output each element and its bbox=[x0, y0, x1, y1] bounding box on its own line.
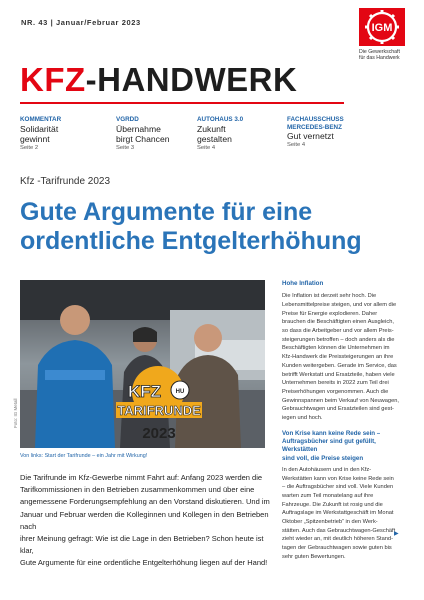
teaser-title: gewinnt bbox=[20, 133, 50, 144]
sign-hu-badge: HU bbox=[175, 389, 185, 395]
logo-letters: IGM bbox=[371, 22, 393, 34]
sidebar-line: Oktober „Spitzenbetrieb“ in den Werk- bbox=[282, 519, 378, 526]
sidebar-heading: Hohe Inflation bbox=[282, 280, 324, 287]
intro-line: Tarifkommissionen in den Betrieben zusammenkommen und über eine bbox=[20, 485, 255, 495]
teaser-title: Zukunft bbox=[197, 123, 226, 134]
teaser-row bbox=[20, 116, 400, 164]
teaser-title: Übernahme bbox=[116, 123, 161, 134]
sidebar-line: Preiserhöhungen vorgenommen. Auch die bbox=[282, 388, 389, 395]
masthead-handwerk: -HANDWERK bbox=[85, 61, 298, 98]
teaser-page: Seite 3 bbox=[116, 144, 135, 151]
teaser-title: birgt Chancen bbox=[116, 133, 170, 144]
sign-tarifrunde-text: TARIFRUNDE bbox=[117, 403, 201, 418]
sidebar-body bbox=[282, 466, 402, 562]
sidebar-line: Beschäftigten können die Unternehmen im bbox=[282, 345, 390, 352]
sidebar-line: Unternehmen bereits in 2022 zum Teil drei bbox=[282, 380, 389, 387]
sidebar-line: steigerungen betroffen – doch anders als die bbox=[282, 336, 395, 343]
sidebar-line: Gebrauchtwagen und Ersatzteilen sind gest- bbox=[282, 406, 394, 413]
intro-line: Die Tarifrunde im Kfz-Gewerbe nimmt Fahrt auf: Anfang 2023 werden die bbox=[20, 473, 263, 482]
sidebar-line: warten zum Teil monatelang auf ihre bbox=[282, 492, 374, 499]
teaser-page: Seite 2 bbox=[20, 144, 39, 151]
sidebar-line: iegen und hoch. bbox=[282, 415, 323, 422]
teaser-kicker: KOMMENTAR bbox=[20, 116, 62, 123]
teaser-kicker: AUTOHAUS 3.0 bbox=[197, 116, 244, 123]
sidebar-line: zieht wieder an, mit deutlich höheren Stand- bbox=[282, 536, 393, 543]
sidebar-heading: Von Krise kann keine Rede sein – bbox=[282, 430, 381, 437]
sidebar-line: Lebensmittelpreise steigen, und vor allem die bbox=[282, 301, 397, 308]
sign-kfz-text: KFZ bbox=[128, 382, 162, 401]
headline-line: Gute Argumente für eine bbox=[20, 198, 313, 226]
sidebar-heading: sind voll, die Preise steigen bbox=[282, 454, 364, 462]
teaser-vgrdd[interactable] bbox=[116, 116, 204, 151]
sidebar-body bbox=[282, 292, 402, 423]
photo-credit: Foto: IG Metall bbox=[13, 398, 18, 428]
issue-line: NR. 43 | Januar/Februar 2023 bbox=[21, 18, 141, 27]
sidebar-line: so dass die Arbeitgeber und vor allem Preis- bbox=[282, 328, 394, 335]
teaser-kicker: MERCEDES-BENZ bbox=[287, 123, 342, 131]
intro-line: angemessene Forderungsempfehlung an den Vorstand diskutieren. Und im bbox=[20, 497, 270, 507]
intro-line: Gute Argumente für eine ordentliche Entgelterhöhung liegen auf der Hand! bbox=[20, 558, 268, 568]
photo-caption: Von links: Start der Tarifrunde – ein Jahr mit Wirkung! bbox=[20, 453, 148, 459]
sidebar-line: Auftragslage im Werkstattgeschäft im Monat bbox=[282, 510, 394, 517]
teaser-kommentar[interactable] bbox=[20, 116, 108, 151]
teaser-title: gestalten bbox=[197, 133, 232, 144]
article-kicker: Kfz -Tarifrunde 2023 bbox=[20, 176, 111, 187]
sidebar-line: Gewinnspannen beim Verkauf von Neuwagen, bbox=[282, 397, 399, 404]
sidebar-line: sehr guten Bewertungen. bbox=[282, 553, 346, 560]
sidebar-line: Fahrzeuge. Die Zukunft ist rosig und die bbox=[282, 501, 383, 508]
teaser-kicker: VGRDD bbox=[116, 116, 139, 123]
masthead-rule bbox=[20, 102, 344, 104]
sidebar-line: In den Autohäusern und in den Kfz- bbox=[282, 466, 372, 473]
sidebar-line: betrifft Werkstatt und Ersatzteile, haben viele bbox=[282, 371, 395, 378]
sidebar-section-krise bbox=[282, 430, 402, 562]
logo-caption bbox=[357, 49, 407, 61]
article-photo bbox=[20, 280, 265, 448]
sidebar-section-inflation bbox=[282, 280, 402, 423]
intro-line: Januar und Februar werden die Kolleginnen und Kollegen in den Betrieben nach bbox=[20, 509, 269, 531]
sidebar-line: stätten. Auch das Gebrauchtwagen-Geschäft bbox=[282, 527, 396, 534]
igm-logo-mark bbox=[359, 8, 405, 46]
gear-icon bbox=[359, 8, 405, 46]
sidebar-line: Kfz-Handwerk die Preissteigerungen an ihre bbox=[282, 354, 394, 361]
masthead-kfz: KFZ bbox=[20, 61, 86, 98]
sign-year-text: 2023 bbox=[142, 425, 176, 442]
teaser-page: Seite 4 bbox=[197, 144, 216, 151]
article-headline bbox=[20, 198, 410, 256]
logo-caption-line: Die Gewerkschaft bbox=[359, 49, 400, 55]
sidebar-line: – die Auftragsbücher sind voll. Viele Kunden bbox=[282, 484, 394, 491]
photo-illustration bbox=[20, 280, 265, 448]
sidebar-line: Preise für Energie explodieren. Daher bbox=[282, 310, 378, 317]
article-intro bbox=[20, 472, 270, 570]
teaser-page: Seite 4 bbox=[287, 142, 306, 148]
sidebar-heading: Auftragsbücher sind gut gefüllt, Werkstätten bbox=[282, 438, 376, 454]
continue-arrow-icon[interactable]: ▶ bbox=[394, 531, 399, 537]
teaser-kicker: FACHAUSSCHUSS bbox=[287, 116, 344, 123]
sidebar-line: Die Inflation ist derzeit sehr hoch. Die bbox=[282, 293, 377, 300]
teaser-title: Solidarität bbox=[20, 123, 59, 134]
teaser-autohaus[interactable] bbox=[197, 116, 285, 151]
teaser-title: Gut vernetzt bbox=[287, 131, 334, 141]
sidebar-line: tagen der Gebrauchtwagen sowie guten bis bbox=[282, 545, 392, 552]
logo-caption-line: für das Handwerk bbox=[359, 55, 400, 61]
intro-line: ihrer Meinung gefragt: Wie ist die Lage in den Betrieben? Schon heute ist klar, bbox=[20, 534, 264, 556]
sidebar-line: Kunden weitergeben. Gerade im Service, das bbox=[282, 362, 397, 369]
headline-line: ordentliche Entgelterhöhung bbox=[20, 227, 362, 255]
sidebar-line: Werkstätten kann von Krise keine Rede sein bbox=[282, 475, 394, 482]
sidebar-line: brauchen die Beschäftigten einen Ausgleich, bbox=[282, 319, 394, 326]
teaser-fachausschuss[interactable] bbox=[287, 116, 397, 148]
masthead bbox=[20, 62, 297, 98]
igm-logo bbox=[357, 8, 407, 61]
